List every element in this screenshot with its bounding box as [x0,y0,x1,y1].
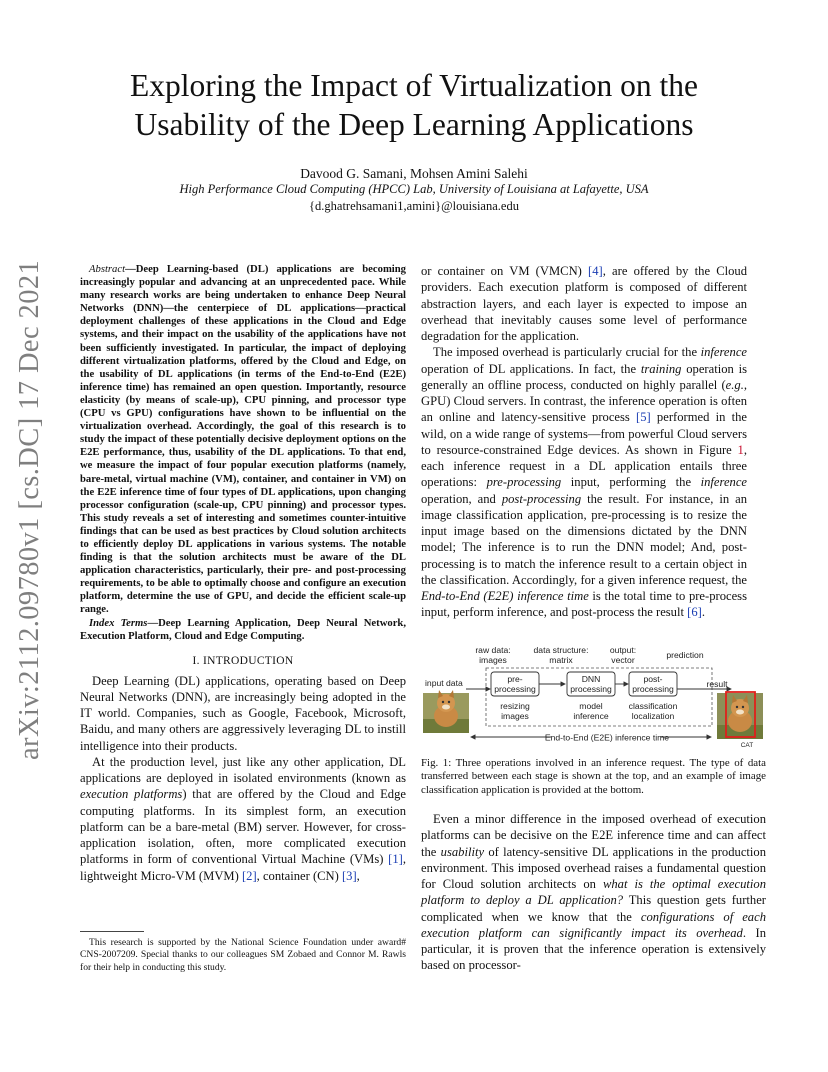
abstract [80,263,406,617]
emphasis: configurations of each execution platform can significantly impact its overhead [421,909,766,940]
text-span: GPU) Cloud servers. In contrast, the inference operation is often an online and latency-sensitive process [421,394,747,425]
index-terms-dash: — [147,617,159,629]
authors: Davood G. Samani, Mohsen Amini Salehi [300,166,528,181]
text-span: , [356,868,360,883]
abstract-lead: Abstract [89,264,126,275]
text-span: is the total time to pre-process input, perform inference, and post-process the result [421,589,747,620]
label-raw-data: raw data: [475,645,511,655]
text-span: , lightweight Micro-VM (MVM) [80,852,406,883]
arxiv-identifier[interactable]: arXiv:2112.09780v1 [cs.DC] 17 Dec 2021 [14,259,45,760]
left-column [80,263,406,884]
label-vector: vector [611,655,635,665]
result-cat-image [717,693,763,739]
text-span: . [701,605,705,620]
right-paragraph-2 [421,344,747,620]
label-prediction: prediction [666,650,704,660]
box-post-label-2: processing [632,684,674,694]
emphasis: usability [440,844,485,859]
footnote: This research is supported by the National Science Foundation under award# CNS-2007209. Special thanks to our colleagues SM Zobaed and Connor M. Rawls for their help in conducting this study. [80,937,406,973]
text-span: The imposed overhead is particularly crucial for the [433,345,701,360]
label-data-structure: data structure: [533,645,589,655]
text-span: operation, and [421,491,502,506]
box-dnn-label-1: DNN [581,674,601,684]
label-input-data: input data [425,678,463,688]
label-localization: localization [631,711,675,721]
box-pre-label-1: pre- [507,674,523,684]
text-span: Even a minor difference in the imposed overhead of execution platforms can be decisive on the E2E inference time and can affect the [421,812,766,859]
figure-link[interactable]: 1 [737,442,744,457]
label-cat: CAT [740,742,754,749]
right-column-continued [421,811,766,974]
label-resizing: resizing [500,701,530,711]
label-e2e: End-to-End (E2E) inference time [544,732,670,743]
right-paragraph-1 [421,263,747,344]
right-column [421,263,747,621]
figure-1 [421,645,766,755]
title-line-2: Usability of the Deep Learning Applications [134,107,694,142]
citation-link[interactable]: [1] [388,852,403,867]
text-span: input, performing the [561,475,701,490]
text-span: operation is generally an offline process, conducted on highly parallel ( [421,361,747,392]
affiliation: High Performance Cloud Computing (HPCC) Lab, University of Louisiana at Lafayette, USA [179,182,649,196]
citation-link[interactable]: [2] [241,868,257,883]
section-heading-introduction: I. INTRODUCTION [192,654,294,667]
input-cat-image [423,690,469,733]
text-span: operation of DL applications. In fact, the [421,361,641,376]
emphasis: End-to-End (E2E) inference time [421,589,589,603]
text-span: of latency-sensitive DL applications in the production environment. This imposed overhead raises a fundamental question for Cloud solution architects on [421,844,766,891]
right-paragraph-3 [421,811,766,974]
intro-paragraph-2 [80,754,406,884]
label-images-2: images [501,711,529,721]
text-span: At the production level, just like any other application, DL applications are deployed in isolated environments (known as [80,754,406,786]
title-line-1: Exploring the Impact of Virtualization on the [130,68,698,103]
label-matrix: matrix [549,655,573,665]
label-inference: inference [573,711,609,721]
text-span: or container on VM (VMCN) [421,264,589,278]
index-terms-lead: Index Terms [89,617,148,629]
emphasis: what is the optimal execution platform to deploy a DL application? [421,877,766,908]
index-terms [80,617,406,643]
citation-link[interactable]: [4] [588,264,603,278]
footnote-divider [80,931,144,932]
abstract-text: Deep Learning-based (DL) applications are becoming increasingly popular and advancing at an unprecedented pace. While many research works are being undertaken to enhance Deep Neural Networks (DNN)—the centerpiece of DL applications—practical deployment challenges of these applications in the Cloud and Edge systems, and their impact on the usability of the applications have not been sufficiently investigated. In particular, the impact of deploying different virtualization platforms, offered by the Cloud and Edge, on the usability of DL applications (in terms of the End-to-End (E2E) inference time) has remained an open question. Importantly, resource elasticity (by means of scale-up), CPU pinning, and processor type (CPU vs GPU) configurations have shown to be influential on the virtualization overhead. Accordingly, the goal of this research is to study the impact of these potentially decisive deployment options on the E2E performance, thus, usability of the DL applications. To that end, we measure the impact of four popular execution platforms (namely, bare-metal, virtual machine (VM), container, and container in VM) on the E2E inference time of four types of DL applications, upon changing processor configuration (scale-up, CPU pinning) and processor types. This study reveals a set of interesting and sometimes counter-intuitive findings that can be used as best practices by Cloud solution architects to efficiently deploy DL applications in various systems. The notable finding is that the solution architects must be aware of the DL application characteristics, particularly, their pre- and post-processing requirements, to be able to optimally choose and configure an execution platform, determine the use of GPU, and decide the efficient scale-up range. [80,264,406,616]
label-model: model [579,701,603,711]
emphasis: training [640,361,682,376]
label-images: images [479,655,507,665]
text-span: the result. For instance, in an image classification application, pre-processing is to resize the input image based on the dimensions dictated by the DNN model; The inference is to run the DNN model; And, post-processing is to match the inference result to a certain object in the classification. Accordingly, for a given inference request, the [421,491,748,587]
emphasis: post-processing [501,491,582,506]
box-dnn-label-2: processing [570,684,612,694]
label-result: result [706,679,728,689]
emphasis: execution platforms [80,787,183,802]
text-span: , each inference request in a DL application entails three operations: [421,442,747,490]
intro-paragraph-1: Deep Learning (DL) applications, operating based on Deep Neural Networks (DNN), are increasingly being adopted in the IT world. Companies, such as Google, Facebook, Microsoft, Baidu, and many others are aggressively leveraging DL to instill intelligence into their products. [80,673,406,753]
emphasis: pre-processing [486,475,562,490]
citation-link[interactable]: [5] [636,410,651,425]
paper-title [60,66,768,144]
box-pre-label-2: processing [494,684,536,694]
text-span: This question gets further complicated when we know that the [421,893,767,924]
emphasis: e.g., [725,377,747,392]
label-output: output: [609,645,637,655]
text-span: , container (CN) [256,868,342,883]
pipeline-diagram [421,645,766,755]
figure-caption: Fig. 1: Three operations involved in an inference request. The type of data transferred between each stage is shown at the top, and an example of image classification application is provided at the bottom. [421,757,766,796]
abstract-dash: — [125,264,136,275]
citation-link[interactable]: [3] [341,868,357,883]
author-emails: {d.ghatrehsamani1,amini}@louisiana.edu [309,199,519,213]
text-span: , are offered by the Cloud providers. Each execution platform is composed of different abstraction layers, and each layer is expected to impose an overhead that inevitably causes some level of performance degradation for the application. [421,264,747,343]
text-span: ) that are offered by the Cloud and Edge computing platforms. In its simplest form, an execution platform can be a bare-metal (BM) server. However, for cross-application isolation, often, more complicated execution platforms in form of conventional Virtual Machine (VMs) [80,787,406,867]
index-terms-text: Deep Learning Application, Deep Neural Network, Execution Platform, Cloud and Edge Computing. [80,617,406,642]
label-classification: classification [628,701,678,711]
citation-link[interactable]: [6] [687,605,702,620]
text-span: . In particular, it is proven that the inference operation is extensively based on processor- [421,925,766,973]
emphasis: inference [700,345,747,360]
box-post-label-1: post- [643,674,663,684]
text-span: performed in the wild, on a wide range of systems—from powerful Cloud servers to resource-constrained Edge devices. As shown in Figure [421,410,747,457]
emphasis: inference [700,475,748,490]
